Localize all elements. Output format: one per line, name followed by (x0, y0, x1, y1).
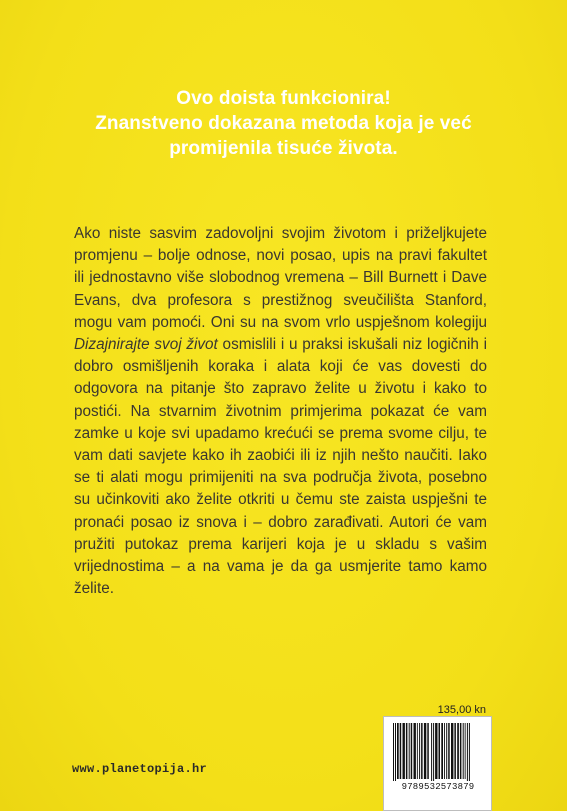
barcode-bar (460, 723, 462, 779)
barcode-bar (446, 723, 447, 779)
barcode-bar (435, 723, 437, 779)
isbn-number: 9789532573879 (401, 782, 475, 792)
course-title: Dizajnirajte svoj život (74, 336, 218, 354)
barcode-bar (406, 723, 408, 779)
headline-line-2: Znanstveno dokazana metoda koja je već (95, 113, 472, 134)
barcode-bar (397, 723, 399, 779)
headline-line-3: promijenila tisuće života. (169, 138, 398, 159)
barcode-bar (421, 723, 423, 779)
barcode-bar (465, 723, 466, 779)
blurb-paragraph (74, 223, 487, 600)
barcode-bar (463, 723, 464, 779)
barcode-bar (400, 723, 402, 779)
publisher-website: www.planetopija.hr (72, 762, 208, 776)
barcode-bar (414, 723, 416, 779)
barcode-bar (411, 723, 413, 779)
barcode-bar (433, 723, 434, 781)
barcode-bar (393, 723, 394, 781)
isbn-barcode (383, 716, 492, 811)
headline-line-1: Ovo doista funkcionira! (176, 88, 391, 109)
barcode-bar (469, 723, 470, 781)
barcode-bar (427, 723, 429, 779)
barcode-bar (448, 723, 450, 779)
barcode-bar (439, 723, 441, 779)
headline (40, 86, 527, 161)
barcode-bar (467, 723, 468, 781)
barcode-bar (457, 723, 459, 779)
barcode-bar (441, 723, 443, 779)
barcode-bar (451, 723, 453, 779)
barcode-bar (444, 723, 445, 779)
barcode-bar (431, 723, 432, 781)
barcode-bars (391, 723, 486, 781)
barcode-bar (409, 723, 410, 779)
barcode-bar (395, 723, 396, 781)
price-label: 135,00 kn (437, 704, 486, 716)
barcode-bar (417, 723, 418, 779)
barcode-bar (403, 723, 405, 779)
barcode-bar (424, 723, 426, 779)
barcode-bar (454, 723, 456, 779)
blurb-part-1: Ako niste sasvim zadovoljni svojim životom i priželjkujete promjenu – bolje odnose, novi posao, upis na pravi fakultet ili jednostavno više slobodnog vremena – Bill Burnett i Dave Evans, dva profesora s prestižnog sveučilišta Stanford, mogu vam pomoći. Oni su na svom vrlo uspješnom kolegiju (74, 225, 487, 331)
blurb-part-2: osmislili i u praksi iskušali niz logičnih i dobro osmišljenih koraka i alata koji će vas dovesti do odgovora na pitanje što zapravo želite u životu i kako to postići. Na stvarnim životnim primjerima pokazat će vam zamke u koje svi upadamo krećući se prema svome cilju, te vam dati savjete kako ih zaobići ili iz njih nešto naučiti. Iako se ti alati mogu primijeniti na sva područja života, posebno su učinkoviti ako želite otkriti u čemu ste zaista uspješni te pronaći posao iz snova i – dobro zarađivati. Autori će vam pružiti putokaz prema karijeri koja je u skladu s vašim vrijednostima – a na vama je da ga usmjerite tamo kamo želite. (74, 336, 487, 598)
barcode-bar (419, 723, 420, 779)
